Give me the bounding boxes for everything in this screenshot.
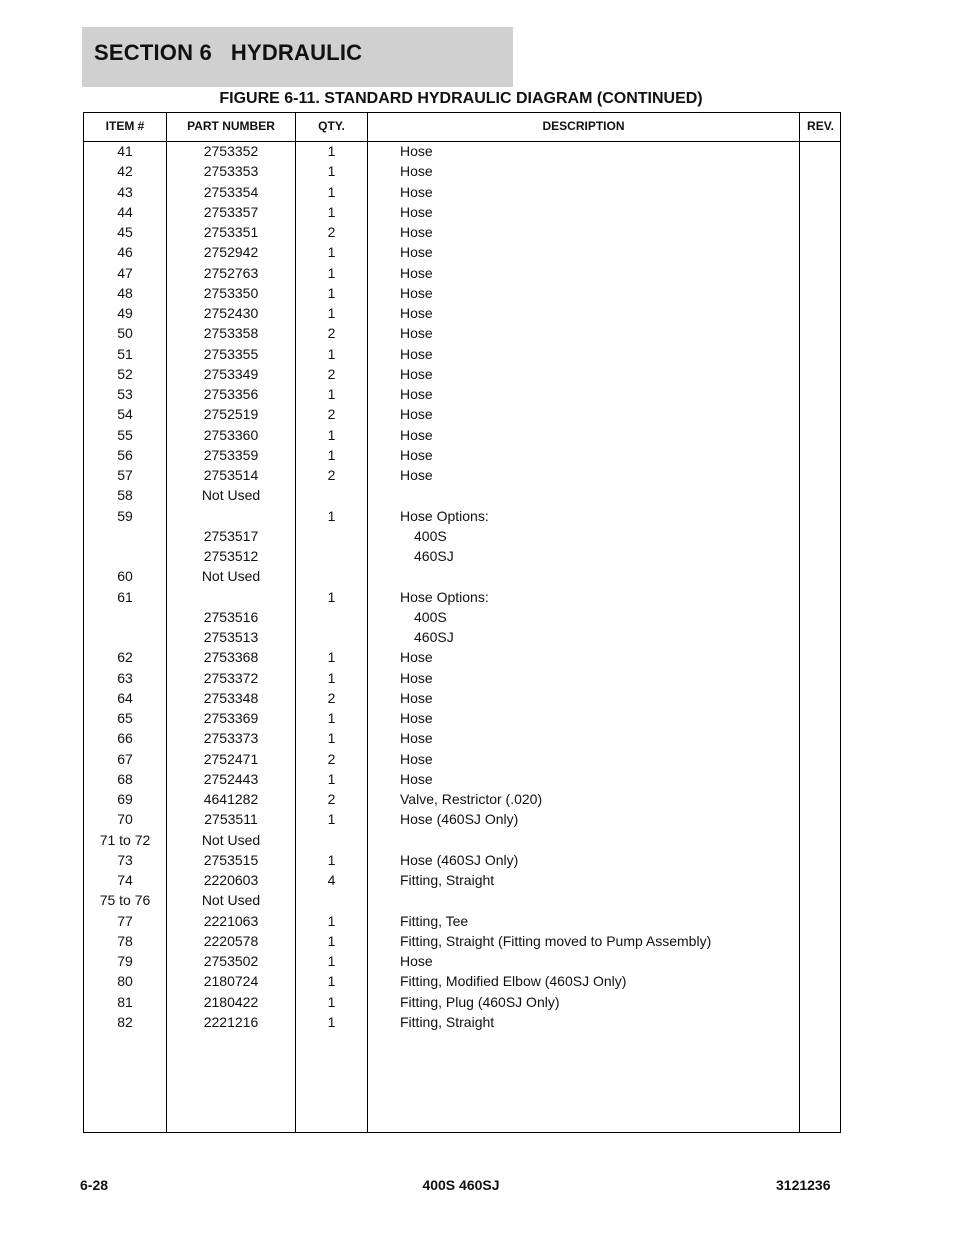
part-number-cell: 2753353 bbox=[203, 163, 259, 180]
item-cell: 50 bbox=[117, 325, 133, 342]
part-number-cell: Not Used bbox=[201, 487, 261, 504]
description-cell: Fitting, Tee bbox=[400, 912, 469, 929]
item-cell: 45 bbox=[117, 224, 133, 240]
description-cell: 400S bbox=[414, 608, 447, 625]
qty-cell: 1 bbox=[327, 426, 336, 443]
description-cell: Hose Options: bbox=[400, 507, 489, 524]
qty-cell: 1 bbox=[327, 507, 336, 524]
description-cell: Hose bbox=[400, 345, 433, 362]
table-row bbox=[84, 951, 840, 971]
description-cell: Hose (460SJ Only) bbox=[400, 811, 519, 828]
item-cell: 41 bbox=[117, 143, 133, 159]
footer-document-number: 3121236 bbox=[776, 1177, 831, 1193]
table-row bbox=[84, 830, 840, 850]
table-row bbox=[84, 141, 840, 161]
item-cell: 82 bbox=[117, 1013, 133, 1030]
part-number-cell: 2753356 bbox=[203, 386, 259, 402]
item-cell: 48 bbox=[117, 284, 133, 301]
item-cell: 79 bbox=[117, 953, 133, 969]
table-row bbox=[84, 607, 840, 627]
description-cell: Hose bbox=[400, 467, 433, 483]
part-number-cell: 2753514 bbox=[203, 467, 259, 483]
table-row bbox=[84, 971, 840, 991]
description-cell: Valve, Restrictor (.020) bbox=[400, 791, 543, 807]
description-cell: 460SJ bbox=[414, 548, 454, 564]
item-cell: 49 bbox=[117, 305, 133, 321]
description-cell: Hose bbox=[400, 386, 433, 402]
table-row bbox=[84, 263, 840, 283]
description-cell: Hose bbox=[400, 163, 433, 180]
part-number-cell: 2221063 bbox=[203, 912, 259, 929]
qty-cell: 1 bbox=[327, 770, 336, 787]
table-row bbox=[84, 323, 840, 343]
item-cell: 53 bbox=[117, 386, 133, 402]
item-cell: 52 bbox=[117, 365, 133, 382]
description-cell: 400S bbox=[414, 527, 447, 544]
part-number-cell: 2753517 bbox=[203, 527, 259, 544]
column-header-qty: QTY. bbox=[318, 119, 345, 133]
table-row bbox=[84, 283, 840, 303]
parts-table bbox=[83, 112, 841, 1133]
description-cell: Fitting, Straight bbox=[400, 1013, 495, 1030]
part-number-cell: 2753357 bbox=[203, 203, 259, 220]
part-number-cell: 2753368 bbox=[203, 649, 259, 666]
column-header-description: DESCRIPTION bbox=[542, 119, 625, 133]
column-header-part-number: PART NUMBER bbox=[187, 119, 275, 133]
item-cell: 64 bbox=[117, 689, 133, 706]
table-row bbox=[84, 546, 840, 566]
table-row bbox=[84, 911, 840, 931]
description-cell: Hose bbox=[400, 770, 433, 787]
description-cell: Hose bbox=[400, 730, 433, 747]
table-row bbox=[84, 485, 840, 505]
table-row bbox=[84, 425, 840, 445]
qty-cell: 1 bbox=[327, 446, 336, 463]
table-row bbox=[84, 769, 840, 789]
section-header-band bbox=[82, 27, 513, 87]
qty-cell: 1 bbox=[327, 730, 336, 747]
item-cell: 60 bbox=[117, 568, 133, 585]
part-number-cell: 2752430 bbox=[203, 305, 259, 321]
description-cell: 460SJ bbox=[414, 629, 454, 645]
item-cell: 73 bbox=[117, 851, 133, 868]
description-cell: Hose (460SJ Only) bbox=[400, 851, 519, 868]
part-number-cell: 2753513 bbox=[203, 629, 259, 645]
item-cell: 66 bbox=[117, 730, 133, 747]
table-row bbox=[84, 182, 840, 202]
table-row bbox=[84, 506, 840, 526]
item-cell: 74 bbox=[117, 872, 133, 888]
part-number-cell: 2752443 bbox=[203, 770, 259, 787]
table-row bbox=[84, 202, 840, 222]
qty-cell: 2 bbox=[327, 467, 336, 483]
description-cell: Hose bbox=[400, 446, 433, 463]
part-number-cell: Not Used bbox=[201, 831, 261, 848]
description-cell: Hose bbox=[400, 284, 433, 301]
table-row bbox=[84, 344, 840, 364]
qty-cell: 1 bbox=[327, 163, 336, 180]
description-cell: Hose bbox=[400, 264, 433, 281]
table-row bbox=[84, 992, 840, 1012]
qty-cell: 1 bbox=[327, 912, 336, 929]
description-cell: Hose bbox=[400, 426, 433, 443]
part-number-cell: 2753372 bbox=[203, 669, 259, 686]
item-cell: 77 bbox=[117, 912, 133, 929]
part-number-cell: 2753354 bbox=[203, 183, 259, 200]
table-row bbox=[84, 870, 840, 890]
description-cell: Hose bbox=[400, 305, 433, 321]
table-row bbox=[84, 688, 840, 708]
description-cell: Hose bbox=[400, 649, 433, 666]
qty-cell: 1 bbox=[327, 345, 336, 362]
item-cell: 81 bbox=[117, 993, 133, 1010]
part-number-cell: 2753512 bbox=[203, 548, 259, 564]
table-row bbox=[84, 384, 840, 404]
qty-cell: 2 bbox=[327, 689, 336, 706]
part-number-cell: 4641282 bbox=[203, 791, 259, 807]
qty-cell: 2 bbox=[327, 325, 336, 342]
part-number-cell: 2753502 bbox=[203, 953, 259, 969]
description-cell: Hose Options: bbox=[400, 588, 489, 605]
table-row bbox=[84, 668, 840, 688]
part-number-cell: 2753511 bbox=[204, 811, 258, 828]
qty-cell: 1 bbox=[327, 386, 336, 402]
description-cell: Hose bbox=[400, 669, 433, 686]
part-number-cell: 2220603 bbox=[203, 872, 259, 888]
part-number-cell: 2753350 bbox=[203, 284, 259, 301]
table-row bbox=[84, 728, 840, 748]
item-cell: 61 bbox=[117, 588, 133, 605]
item-cell: 70 bbox=[117, 811, 133, 828]
part-number-cell: 2753349 bbox=[203, 365, 259, 382]
description-cell: Hose bbox=[400, 325, 433, 342]
qty-cell: 2 bbox=[327, 750, 336, 767]
part-number-cell: 2752763 bbox=[203, 264, 259, 281]
item-cell: 69 bbox=[117, 791, 133, 807]
table-row bbox=[84, 1012, 840, 1032]
part-number-cell: 2753516 bbox=[203, 608, 259, 625]
item-cell: 46 bbox=[117, 244, 133, 261]
part-number-cell: 2221216 bbox=[203, 1013, 259, 1030]
description-cell: Hose bbox=[400, 406, 433, 423]
table-row bbox=[84, 566, 840, 586]
description-cell: Hose bbox=[400, 710, 433, 726]
section-title: SECTION 6 HYDRAULIC bbox=[94, 40, 363, 65]
footer-model: 400S 460SJ bbox=[422, 1177, 500, 1193]
part-number-cell: 2753515 bbox=[203, 851, 259, 868]
item-cell: 65 bbox=[117, 710, 133, 726]
table-row bbox=[84, 708, 840, 728]
table-row bbox=[84, 404, 840, 424]
qty-cell: 1 bbox=[327, 669, 336, 686]
table-row bbox=[84, 749, 840, 769]
table-row bbox=[84, 222, 840, 242]
item-cell: 63 bbox=[117, 669, 133, 686]
table-row bbox=[84, 161, 840, 181]
item-cell: 62 bbox=[117, 649, 133, 666]
part-number-cell: 2753351 bbox=[203, 224, 259, 240]
table-header-row bbox=[84, 113, 840, 142]
qty-cell: 1 bbox=[327, 264, 336, 281]
item-cell: 59 bbox=[117, 507, 133, 524]
qty-cell: 1 bbox=[327, 953, 336, 969]
item-cell: 58 bbox=[117, 487, 133, 504]
part-number-cell: 2180422 bbox=[203, 993, 259, 1010]
qty-cell: 1 bbox=[327, 284, 336, 301]
item-cell: 44 bbox=[117, 203, 133, 220]
description-cell: Hose bbox=[400, 365, 433, 382]
table-row bbox=[84, 789, 840, 809]
description-cell: Hose bbox=[400, 689, 433, 706]
qty-cell: 2 bbox=[327, 791, 336, 807]
part-number-cell: 2220578 bbox=[203, 932, 259, 949]
part-number-cell: 2752471 bbox=[203, 750, 259, 767]
description-cell: Hose bbox=[400, 203, 433, 220]
part-number-cell: 2753369 bbox=[203, 710, 259, 726]
qty-cell: 1 bbox=[327, 811, 336, 828]
description-cell: Fitting, Straight (Fitting moved to Pump Assembly) bbox=[400, 932, 712, 949]
part-number-cell: Not Used bbox=[201, 892, 261, 909]
table-row bbox=[84, 526, 840, 546]
description-cell: Fitting, Plug (460SJ Only) bbox=[400, 993, 560, 1010]
item-cell: 57 bbox=[117, 467, 133, 483]
table-row bbox=[84, 364, 840, 384]
qty-cell: 1 bbox=[327, 143, 336, 159]
qty-cell: 2 bbox=[327, 365, 336, 382]
table-row bbox=[84, 465, 840, 485]
qty-cell: 1 bbox=[327, 1013, 336, 1030]
part-number-cell: 2752942 bbox=[203, 244, 259, 261]
item-cell: 67 bbox=[117, 750, 133, 767]
qty-cell: 1 bbox=[327, 203, 336, 220]
part-number-cell: 2752519 bbox=[203, 406, 259, 423]
description-cell: Hose bbox=[400, 750, 433, 767]
qty-cell: 1 bbox=[327, 305, 336, 321]
qty-cell: 1 bbox=[327, 588, 336, 605]
item-cell: 78 bbox=[117, 932, 133, 949]
figure-title: FIGURE 6-11. STANDARD HYDRAULIC DIAGRAM (CONTINUED) bbox=[219, 90, 703, 107]
part-number-cell: 2180724 bbox=[203, 973, 259, 990]
column-header-item: ITEM # bbox=[105, 119, 145, 133]
table-row bbox=[84, 445, 840, 465]
table-row bbox=[84, 627, 840, 647]
item-cell: 71 to 72 bbox=[99, 831, 151, 848]
description-cell: Hose bbox=[400, 224, 433, 240]
table-row bbox=[84, 303, 840, 323]
table-row bbox=[84, 809, 840, 829]
description-cell: Hose bbox=[400, 244, 433, 261]
item-cell: 47 bbox=[117, 264, 133, 281]
table-row bbox=[84, 890, 840, 910]
qty-cell: 1 bbox=[327, 932, 336, 949]
description-cell: Hose bbox=[400, 143, 433, 159]
description-cell: Fitting, Straight bbox=[400, 872, 495, 888]
part-number-cell: 2753358 bbox=[203, 325, 259, 342]
description-cell: Fitting, Modified Elbow (460SJ Only) bbox=[400, 973, 627, 990]
item-cell: 80 bbox=[117, 973, 133, 990]
qty-cell: 1 bbox=[327, 973, 336, 990]
qty-cell: 1 bbox=[327, 851, 336, 868]
item-cell: 75 to 76 bbox=[99, 892, 151, 909]
item-cell: 43 bbox=[117, 183, 133, 200]
table-row bbox=[84, 850, 840, 870]
qty-cell: 1 bbox=[327, 183, 336, 200]
item-cell: 42 bbox=[117, 163, 133, 180]
item-cell: 51 bbox=[117, 345, 133, 362]
item-cell: 54 bbox=[117, 406, 133, 423]
description-cell: Hose bbox=[400, 953, 433, 969]
table-row bbox=[84, 647, 840, 667]
item-cell: 68 bbox=[117, 770, 133, 787]
part-number-cell: Not Used bbox=[201, 568, 261, 585]
part-number-cell: 2753355 bbox=[203, 345, 259, 362]
qty-cell: 1 bbox=[327, 244, 336, 261]
qty-cell: 4 bbox=[327, 872, 336, 888]
part-number-cell: 2753348 bbox=[203, 689, 259, 706]
part-number-cell: 2753352 bbox=[203, 143, 259, 159]
qty-cell: 2 bbox=[327, 406, 336, 423]
qty-cell: 2 bbox=[327, 224, 336, 240]
part-number-cell: 2753359 bbox=[203, 446, 259, 463]
table-row bbox=[84, 242, 840, 262]
item-cell: 56 bbox=[117, 446, 133, 463]
part-number-cell: 2753360 bbox=[203, 426, 259, 443]
column-header-rev: REV. bbox=[807, 119, 834, 133]
qty-cell: 1 bbox=[327, 710, 336, 726]
table-row bbox=[84, 931, 840, 951]
description-cell: Hose bbox=[400, 183, 433, 200]
part-number-cell: 2753373 bbox=[203, 730, 259, 747]
footer-page-number: 6-28 bbox=[80, 1177, 109, 1193]
qty-cell: 1 bbox=[327, 993, 336, 1010]
table-row bbox=[84, 587, 840, 607]
qty-cell: 1 bbox=[327, 649, 336, 666]
item-cell: 55 bbox=[117, 426, 133, 443]
